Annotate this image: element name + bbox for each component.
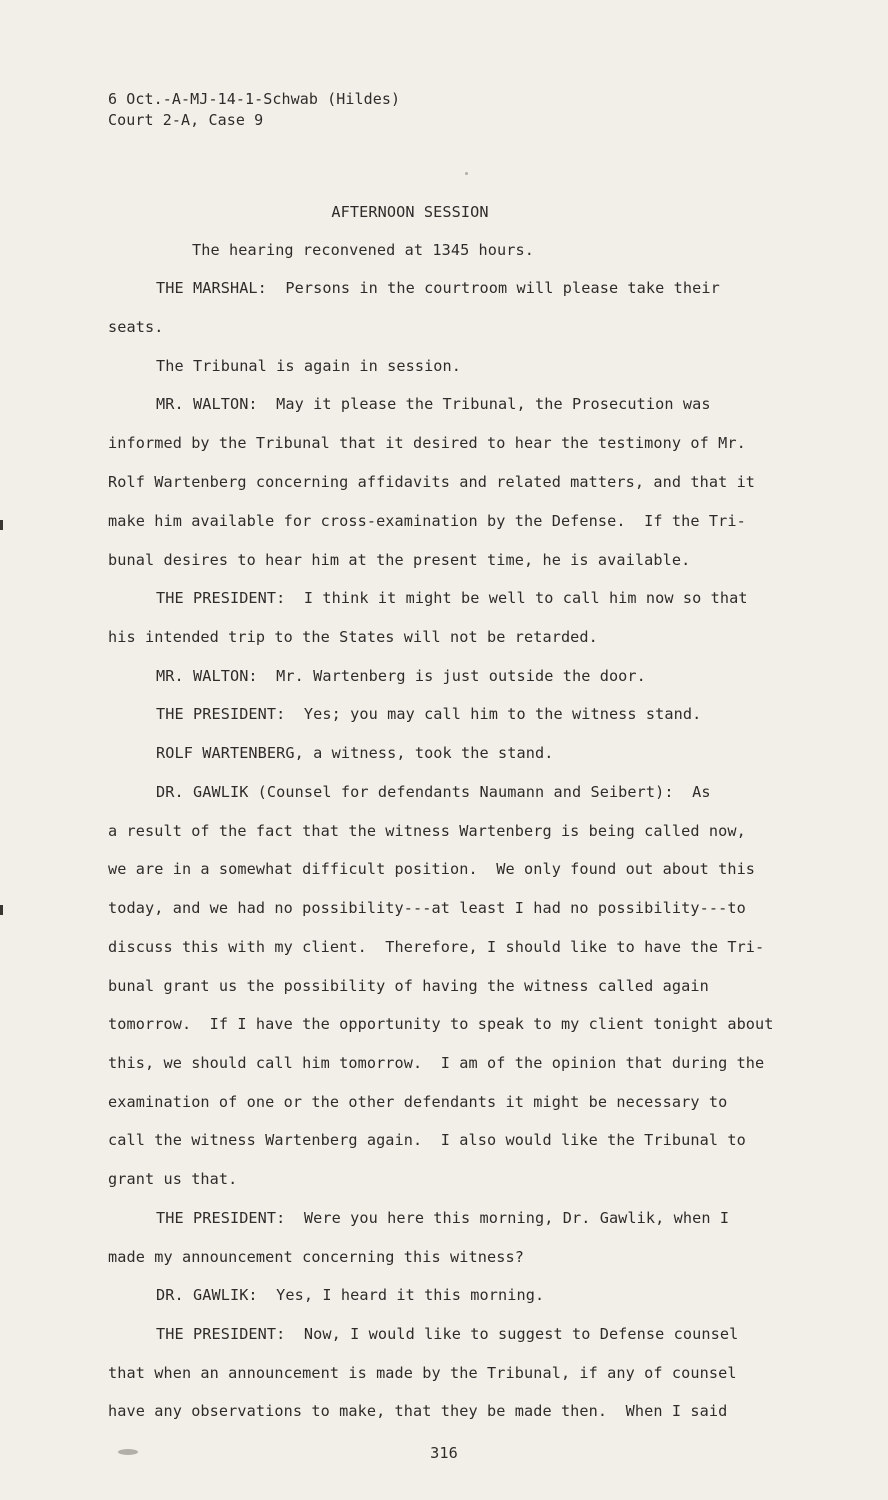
transcript-line: Rolf Wartenberg concerning affidavits and related matters, and that it <box>108 473 756 491</box>
transcript-line: The Tribunal is again in session. <box>156 357 462 375</box>
transcript-line: call the witness Wartenberg again. I also would like the Tribunal to <box>108 1131 746 1149</box>
transcript-line: DR. GAWLIK: Yes, I heard it this morning. <box>156 1286 545 1304</box>
page-number: 316 <box>430 1444 458 1462</box>
transcript-line: bunal desires to hear him at the present time, he is available. <box>108 551 691 569</box>
transcript-line: that when an announcement is made by the Tribunal, if any of counsel <box>108 1364 737 1382</box>
transcript-line: THE PRESIDENT: I think it might be well to call him now so that <box>156 589 748 607</box>
transcript-line: MR. WALTON: May it please the Tribunal, the Prosecution was <box>156 395 711 413</box>
transcript-line: THE PRESIDENT: Were you here this morning, Dr. Gawlik, when I <box>156 1209 730 1227</box>
session-title: AFTERNOON SESSION <box>331 203 489 221</box>
transcript-line: today, and we had no possibility---at least I had no possibility---to <box>108 899 746 917</box>
edge-mark <box>0 520 3 530</box>
transcript-line: we are in a somewhat difficult position. We only found out about this <box>108 860 756 878</box>
transcript-line: THE PRESIDENT: Yes; you may call him to the witness stand. <box>156 705 702 723</box>
transcript-line: bunal grant us the possibility of having the witness called again <box>108 977 709 995</box>
transcript-line: DR. GAWLIK (Counsel for defendants Naumann and Seibert): As <box>156 783 711 801</box>
transcript-line: made my announcement concerning this witness? <box>108 1248 524 1266</box>
transcript-line: seats. <box>108 318 164 336</box>
transcript-line: tomorrow. If I have the opportunity to speak to my client tonight about <box>108 1015 774 1033</box>
edge-mark <box>0 905 3 915</box>
transcript-line: discuss this with my client. Therefore, I should like to have the Tri- <box>108 938 765 956</box>
transcript-line: THE PRESIDENT: Now, I would like to suggest to Defense counsel <box>156 1325 739 1343</box>
transcript-line: examination of one or the other defendants it might be necessary to <box>108 1093 728 1111</box>
transcript-line: MR. WALTON: Mr. Wartenberg is just outside the door. <box>156 667 646 685</box>
transcript-line: informed by the Tribunal that it desired to hear the testimony of Mr. <box>108 434 746 452</box>
transcript-line: a result of the fact that the witness Wartenberg is being called now, <box>108 822 746 840</box>
transcript-line: have any observations to make, that they be made then. When I said <box>108 1402 728 1420</box>
header-line-reference: 6 Oct.-A-MJ-14-1-Schwab (Hildes) <box>108 90 401 108</box>
transcript-line: this, we should call him tomorrow. I am of the opinion that during the <box>108 1054 765 1072</box>
header-line-court: Court 2-A, Case 9 <box>108 111 264 129</box>
transcript-line: his intended trip to the States will not be retarded. <box>108 628 598 646</box>
transcript-line: grant us that. <box>108 1170 238 1188</box>
transcript-line: THE MARSHAL: Persons in the courtroom will please take their <box>156 279 720 297</box>
transcript-line: ROLF WARTENBERG, a witness, took the stand. <box>156 744 554 762</box>
transcript-line: make him available for cross-examination by the Defense. If the Tri- <box>108 512 746 530</box>
transcript-line: The hearing reconvened at 1345 hours. <box>192 241 535 259</box>
ink-speck <box>465 172 468 175</box>
ink-smudge <box>118 1449 138 1455</box>
